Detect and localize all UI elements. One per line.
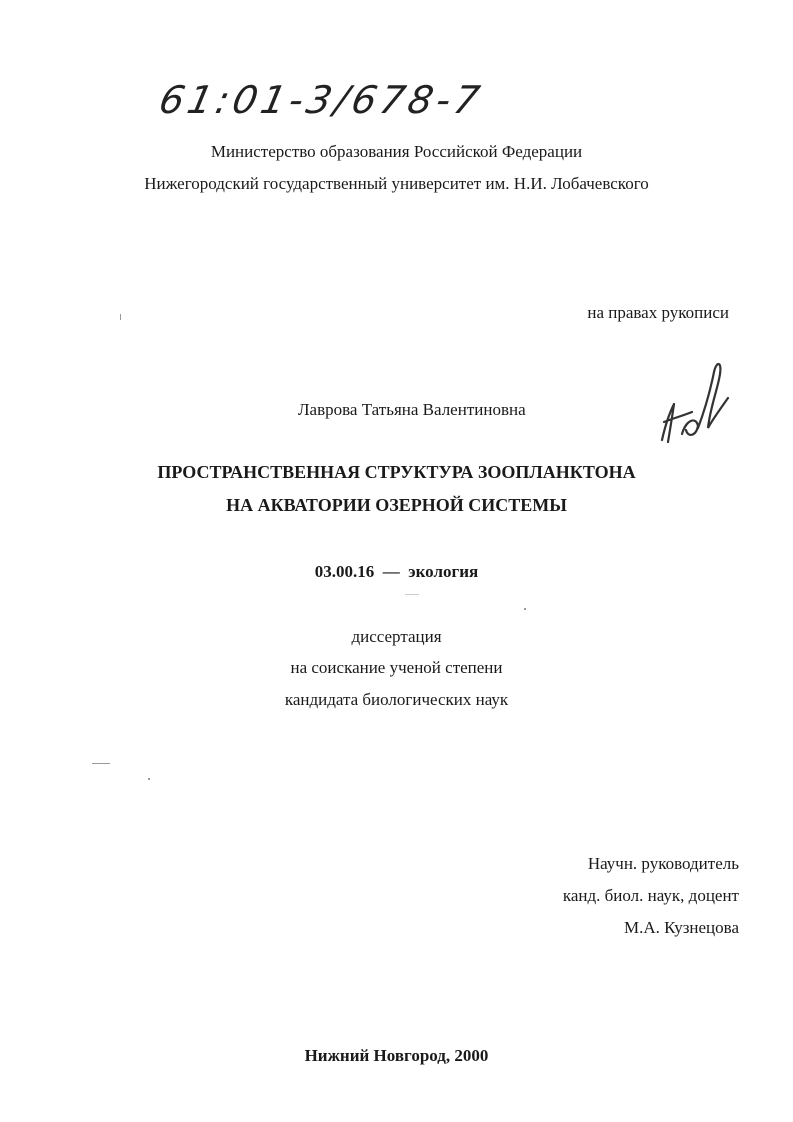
supervisor-role: Научн. руководитель: [587, 854, 739, 873]
degree-line3: кандидата биологических наук: [284, 690, 509, 709]
dissertation-title-line1: ПРОСТРАНСТВЕННАЯ СТРУКТУРА ЗООПЛАНКТОНА: [157, 462, 636, 482]
signature-icon: [652, 352, 732, 452]
scan-speck: [148, 778, 150, 780]
scan-speck: [120, 314, 121, 320]
city-year: Нижний Новгород, 2000: [304, 1046, 489, 1065]
university-name: Нижегородский государственный университет им. Н.И. Лобачевского: [144, 174, 649, 193]
scan-speck: [524, 608, 526, 610]
scan-speck: [92, 763, 110, 764]
supervisor-rank: канд. биол. наук, доцент: [562, 886, 739, 905]
ministry-name: Министерство образования Российской Федерации: [210, 142, 583, 161]
archive-code: 61:01-3/678-7: [155, 78, 488, 122]
scan-speck: [405, 594, 419, 595]
degree-line1: диссертация: [351, 627, 442, 646]
manuscript-rights-note: на правах рукописи: [587, 303, 729, 322]
author-name: Лаврова Татьяна Валентиновна: [298, 400, 526, 419]
supervisor-name: М.А. Кузнецова: [623, 918, 739, 937]
degree-line2: на соискание ученой степени: [290, 658, 503, 677]
dissertation-title-line2: НА АКВАТОРИИ ОЗЕРНОЙ СИСТЕМЫ: [226, 495, 567, 515]
specialty-code: 03.00.16 — экология: [314, 562, 479, 581]
